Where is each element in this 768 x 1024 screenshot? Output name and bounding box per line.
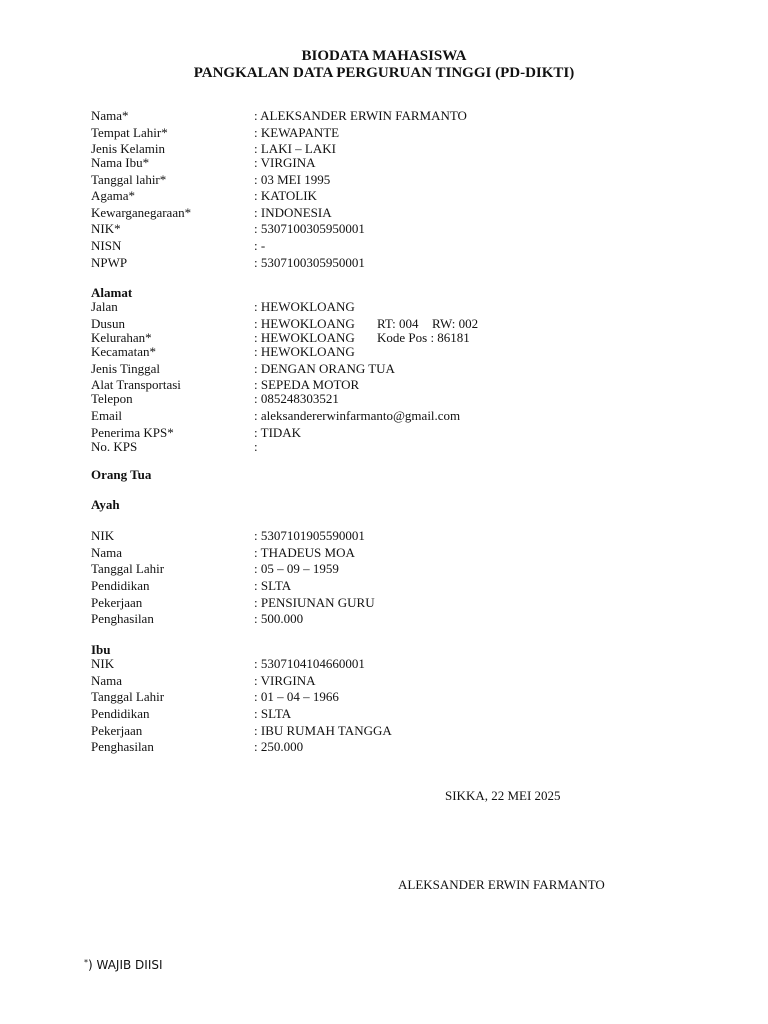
value: : 5307100305950001 xyxy=(254,221,365,236)
label: Nama xyxy=(91,545,123,560)
label: NIK xyxy=(91,528,115,543)
section-heading-ibu: Ibu xyxy=(91,642,111,657)
value: : 500.000 xyxy=(254,611,304,626)
value: : 5307104104660001 xyxy=(254,656,365,671)
value: : LAKI – LAKI xyxy=(254,141,336,156)
value: : 01 – 04 – 1966 xyxy=(254,689,339,704)
value: : PENSIUNAN GURU xyxy=(254,595,375,610)
label: Nama xyxy=(91,673,123,688)
value: : THADEUS MOA xyxy=(254,545,355,560)
value: : aleksandererwinfarmanto@gmail.com xyxy=(254,408,461,423)
value: : KEWAPANTE xyxy=(254,125,340,140)
label: Penghasilan xyxy=(91,739,154,754)
label: Jenis Kelamin xyxy=(91,141,166,156)
section-heading-ayah: Ayah xyxy=(91,497,120,512)
value: : 085248303521 xyxy=(254,391,339,406)
value: : xyxy=(254,439,258,454)
label: Pekerjaan xyxy=(91,723,143,738)
label: Tempat Lahir* xyxy=(91,125,168,140)
value: : 05 – 09 – 1959 xyxy=(254,561,339,576)
label: Kecamatan* xyxy=(91,344,156,359)
rt-value: RT: 004 xyxy=(377,316,419,331)
document-title: BIODATA MAHASISWA xyxy=(301,48,467,64)
value: : VIRGINA xyxy=(254,673,316,688)
label: No. KPS xyxy=(91,439,138,454)
value: : ALEKSANDER ERWIN FARMANTO xyxy=(254,108,467,123)
label: Tanggal lahir* xyxy=(91,172,167,187)
label: Telepon xyxy=(91,391,133,406)
section-heading-orang-tua: Orang Tua xyxy=(91,467,152,482)
label: Tanggal Lahir xyxy=(91,561,165,576)
label: Nama Ibu* xyxy=(91,155,150,170)
value: : SLTA xyxy=(254,578,292,593)
label: NPWP xyxy=(91,255,128,270)
label: Jalan xyxy=(91,299,118,314)
label: Agama* xyxy=(91,188,136,203)
value: : SLTA xyxy=(254,706,292,721)
label: Tanggal Lahir xyxy=(91,689,165,704)
value: : 5307100305950001 xyxy=(254,255,365,270)
value: : SEPEDA MOTOR xyxy=(254,377,360,392)
value: : INDONESIA xyxy=(254,205,332,220)
value: : IBU RUMAH TANGGA xyxy=(254,723,392,738)
rw-value: RW: 002 xyxy=(432,316,479,331)
value: : HEWOKLOANG xyxy=(254,299,355,314)
footnote-mark: * xyxy=(84,958,88,967)
label: Jenis Tinggal xyxy=(91,361,160,376)
footnote xyxy=(84,955,163,973)
section-heading-alamat: Alamat xyxy=(91,285,133,300)
label: Alat Transportasi xyxy=(91,377,181,392)
value: : DENGAN ORANG TUA xyxy=(254,361,395,376)
signature-name: ALEKSANDER ERWIN FARMANTO xyxy=(398,877,605,892)
label: NISN xyxy=(91,238,122,253)
value: : 03 MEI 1995 xyxy=(254,172,331,187)
value: : 250.000 xyxy=(254,739,304,754)
label: Penerima KPS* xyxy=(91,425,174,440)
footnote-text: ) WAJIB DIISI xyxy=(88,958,163,972)
label: NIK* xyxy=(91,221,121,236)
document-subtitle: PANGKALAN DATA PERGURUAN TINGGI (PD-DIKTI) xyxy=(193,65,575,81)
label: Email xyxy=(91,408,123,423)
value: : KATOLIK xyxy=(254,188,317,203)
value: : HEWOKLOANG xyxy=(254,344,355,359)
value: : TIDAK xyxy=(254,425,302,440)
label: Pekerjaan xyxy=(91,595,143,610)
value: : HEWOKLOANG xyxy=(254,316,355,331)
value: : VIRGINA xyxy=(254,155,316,170)
value: : 5307101905590001 xyxy=(254,528,365,543)
value: : - xyxy=(254,238,266,253)
label: Pendidikan xyxy=(91,578,150,593)
label: NIK xyxy=(91,656,115,671)
value: : HEWOKLOANG xyxy=(254,330,355,345)
kode-pos-value: Kode Pos : 86181 xyxy=(377,330,470,345)
label: Kewarganegaraan* xyxy=(91,205,192,220)
label: Dusun xyxy=(91,316,125,331)
label: Pendidikan xyxy=(91,706,150,721)
signature-place-date: SIKKA, 22 MEI 2025 xyxy=(445,788,561,803)
label: Penghasilan xyxy=(91,611,154,626)
label: Nama* xyxy=(91,108,129,123)
label: Kelurahan* xyxy=(91,330,152,345)
